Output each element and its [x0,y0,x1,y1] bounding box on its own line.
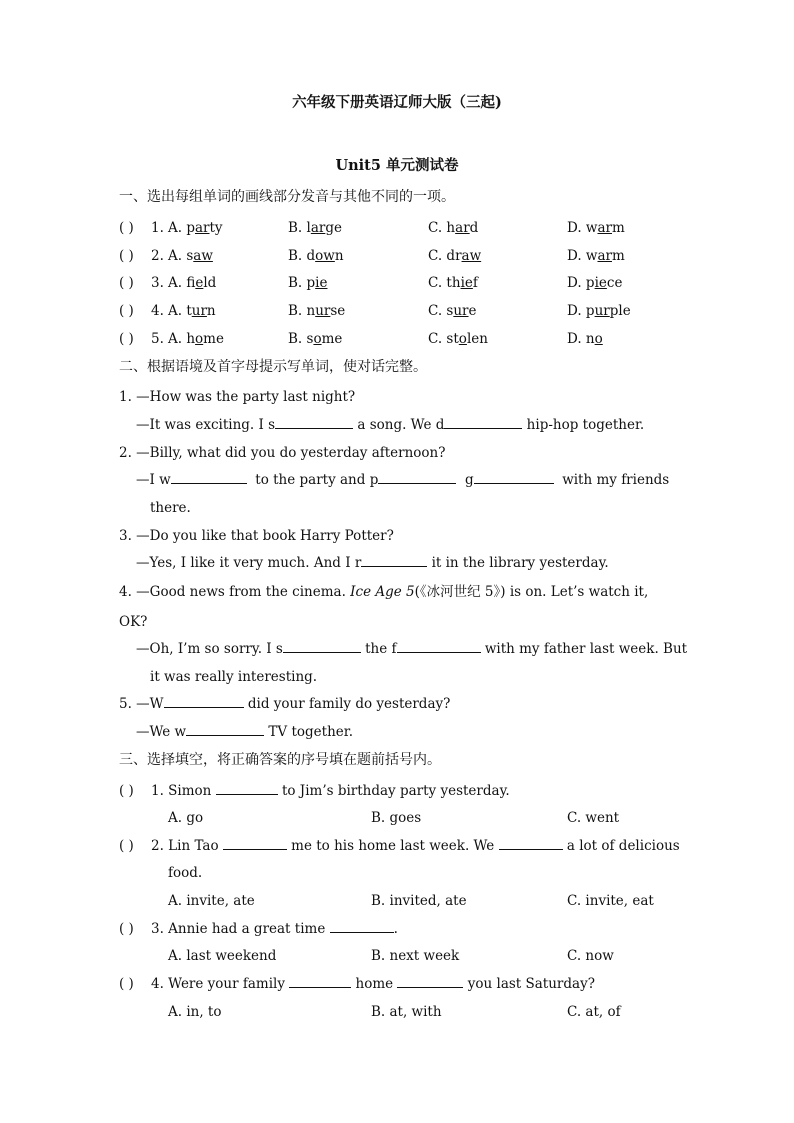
option-d: D. purple [567,303,631,319]
q2-3-line1: 3. —Do you like that book Harry Potter? [119,528,394,544]
blank-input[interactable] [361,554,427,567]
blank-input[interactable] [223,837,287,850]
option-d: D. piece [567,275,623,291]
q2-5-line1: 5. —W did your family do yesterday? [119,696,451,712]
answer-paren[interactable]: ( ) [119,838,134,854]
option-b: B. pie [288,275,328,291]
blank-input[interactable] [171,471,247,484]
option-b: B. large [288,220,342,236]
answer-paren[interactable]: ( ) [119,976,134,992]
option-c: C. stolen [428,331,488,347]
blank-input[interactable] [397,975,463,988]
blank-input[interactable] [499,837,563,850]
q3-4-option-a: A. in, to [168,1004,222,1020]
q3-2-stem: 2. Lin Tao me to his home last week. We a lot of delicious [151,838,680,854]
item-number: 1. [151,220,164,236]
blank-input[interactable] [164,695,244,708]
blank-input[interactable] [397,640,481,653]
answer-paren[interactable]: ( ) [119,783,134,799]
q2-1-line1: 1. —How was the party last night? [119,389,356,405]
option-c: C. hard [428,220,479,236]
option-a: A. field [168,275,217,291]
blank-input[interactable] [186,723,264,736]
option-c: C. sure [428,303,477,319]
q3-4-option-c: C. at, of [567,1004,621,1020]
blank-input[interactable] [289,975,351,988]
blank-input[interactable] [474,471,554,484]
q2-4-line1: 4. —Good news from the cinema. Ice Age 5(《冰河世纪 5》) is on. Let’s watch it, [119,584,649,600]
item-number: 2. [151,248,164,264]
q2-4-line4: it was really interesting. [150,669,318,685]
grade-title: 六年级下册英语辽师大版（三起) [292,94,502,111]
unit-title: Unit5 单元测试卷 [335,157,459,174]
q3-2-option-a: A. invite, ate [168,893,255,909]
q2-5-line2: —We w TV together. [136,724,354,740]
answer-paren[interactable]: ( ) [119,921,134,937]
item-number: 5. [151,331,164,347]
blank-input[interactable] [330,920,394,933]
option-a: A. turn [168,303,216,319]
q3-4-stem: 4. Were your family home you last Saturday? [151,976,595,992]
q2-2-line3: there. [150,500,191,516]
answer-paren[interactable]: ( ) [119,303,134,319]
option-c: C. draw [428,248,482,264]
option-a: A. saw [168,248,213,264]
answer-paren[interactable]: ( ) [119,248,134,264]
q2-2-line1: 2. —Billy, what did you do yesterday afternoon? [119,445,446,461]
answer-paren[interactable]: ( ) [119,275,134,291]
item-number: 3. [151,275,164,291]
q3-3-option-b: B. next week [371,948,460,964]
q3-3-stem: 3. Annie had a great time . [151,921,398,937]
blank-input[interactable] [444,416,522,429]
q3-1-stem: 1. Simon to Jim’s birthday party yesterday. [151,783,510,799]
section2-heading: 二、根据语境及首字母提示写单词，使对话完整。 [119,359,427,375]
option-b: B. down [288,248,344,264]
item-number: 4. [151,303,164,319]
q3-2-stem-line2: food. [168,865,203,881]
q3-4-option-b: B. at, with [371,1004,442,1020]
option-c: C. thief [428,275,478,291]
q3-2-option-b: B. invited, ate [371,893,467,909]
q3-3-option-c: C. now [567,948,614,964]
q2-2-line2: —I w to the party and p g with my friends [136,472,670,488]
blank-input[interactable] [283,640,361,653]
q2-1-line2: —It was exciting. I s a song. We d hip-hop together. [136,417,645,433]
q3-3-option-a: A. last weekend [168,948,277,964]
q3-2-option-c: C. invite, eat [567,893,654,909]
option-b: B. some [288,331,343,347]
blank-input[interactable] [378,471,456,484]
q3-1-option-a: A. go [168,810,204,826]
option-d: D. warm [567,248,625,264]
q3-1-option-b: B. goes [371,810,422,826]
blank-input[interactable] [275,416,353,429]
option-d: D. warm [567,220,625,236]
q2-4-line2: OK? [119,614,148,630]
q2-4-line3: —Oh, I’m so sorry. I s the f with my father last week. But [136,641,688,657]
option-d: D. no [567,331,603,347]
option-a: A. home [168,331,224,347]
q2-3-line2: —Yes, I like it very much. And I r it in the library yesterday. [136,555,609,571]
option-b: B. nurse [288,303,346,319]
answer-paren[interactable]: ( ) [119,220,134,236]
section3-heading: 三、选择填空，将正确答案的序号填在题前括号内。 [119,752,441,768]
answer-paren[interactable]: ( ) [119,331,134,347]
blank-input[interactable] [216,782,278,795]
option-a: A. party [168,220,223,236]
q3-1-option-c: C. went [567,810,620,826]
section1-heading: 一、选出每组单词的画线部分发音与其他不同的一项。 [119,189,455,205]
